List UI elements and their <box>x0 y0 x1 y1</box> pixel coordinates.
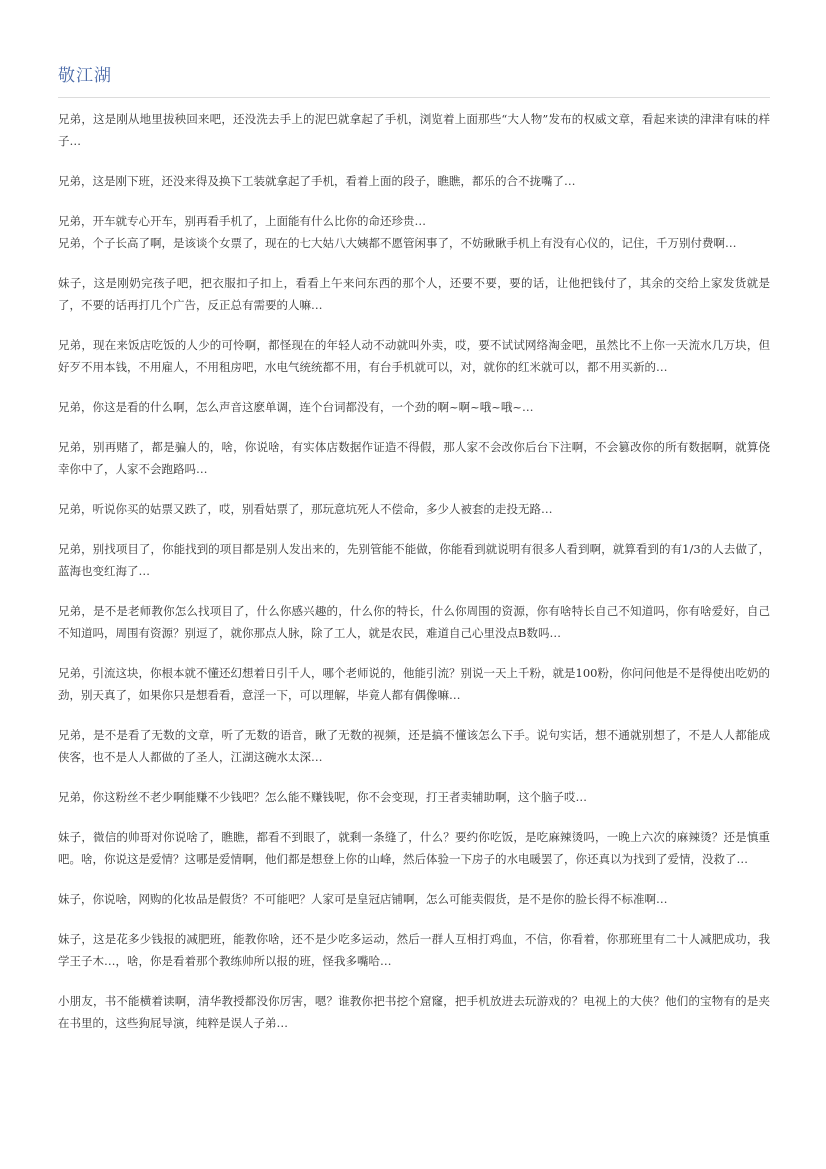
document-title: 敬江湖 <box>58 66 112 86</box>
document-body <box>58 108 770 1052</box>
paragraph-line: 兄弟，这是刚下班，还没来得及换下工装就拿起了手机，看着上面的段子，瞧瞧，都乐的合不拢嘴了… <box>58 174 576 188</box>
paragraph-line: 兄弟，听说你买的姑票又跌了，哎，别看姑票了，那玩意坑死人不偿命，多少人被套的走投无路… <box>58 502 553 516</box>
paragraph <box>58 888 770 910</box>
paragraph-line: 妹子，你说啥，网购的化妆品是假货？不可能吧？人家可是皇冠店铺啊，怎么可能卖假货，是不是你的脸长得不标准啊… <box>58 892 668 906</box>
paragraph-line: 妹子，微信的帅哥对你说啥了，瞧瞧，都看不到眼了，就剩一条缝了，什么？要约你吃饭，是吃麻辣烫吗，一晚上六次的麻辣烫？还是慎重吧。啥，你说这是爱情？这哪是爱情啊，他们都是想登上你的山峰，然后体验一下房子的水电暖罢了，你还真以为找到了爱情，没救了… <box>58 830 770 866</box>
paragraph-line: 兄弟，别再赌了，都是骗人的，啥，你说啥，有实体店数据作证造不得假，那人家不会改你后台下注啊，不会篡改你的所有数据啊，就算侥幸你中了，人家不会跑路吗… <box>58 440 770 476</box>
paragraph-line: 兄弟，别找项目了，你能找到的项目都是别人发出来的，先别管能不能做，你能看到就说明有很多人看到啊，就算看到的有1/3的人去做了，蓝海也变红海了… <box>58 542 770 578</box>
paragraph-line: 兄弟，开车就专心开车，别再看手机了，上面能有什么比你的命还珍贵… <box>58 214 426 228</box>
paragraph-line: 妹子，这是刚奶完孩子吧，把衣服扣子扣上，看看上午来问东西的那个人，还要不要，要的话，让他把钱付了，其余的交给上家发货就是了，不要的话再打几个广告，反正总有需要的人嘛… <box>58 276 770 312</box>
paragraph <box>58 990 770 1034</box>
paragraph <box>58 600 770 644</box>
paragraph-line: 妹子，这是花多少钱报的减肥班，能教你啥，还不是少吃多运动，然后一群人互相打鸡血，不信，你看着，你那班里有二十人减肥成功，我学王子木…，啥，你是看着那个教练帅所以报的班，怪我多嘴哈… <box>58 932 770 968</box>
paragraph-line: 兄弟，你这粉丝不老少啊能赚不少钱吧？怎么能不赚钱呢，你不会变现，打王者卖辅助啊，这个脑子哎… <box>58 790 587 804</box>
paragraph-line: 兄弟，是不是老师教你怎么找项目了，什么你感兴趣的，什么你的特长，什么你周围的资源，你有啥特长自己不知道吗，你有啥爱好，自己不知道吗，周围有资源？别逗了，就你那点人脉，除了工人，就是农民，难道自己心里没点B数吗… <box>58 604 770 640</box>
paragraph <box>58 826 770 870</box>
paragraph-line: 兄弟，你这是看的什么啊，怎么声音这麽单调，连个台词都没有，一个劲的啊~啊~哦~哦~… <box>58 400 534 414</box>
paragraph <box>58 272 770 316</box>
title-divider <box>58 97 770 98</box>
paragraph <box>58 436 770 480</box>
paragraph <box>58 928 770 972</box>
paragraph <box>58 498 770 520</box>
paragraph <box>58 396 770 418</box>
paragraph-line: 小朋友，书不能横着读啊，清华教授都没你厉害，嗯？谁教你把书挖个窟窿，把手机放进去玩游戏的？电视上的大侠？他们的宝物有的是夹在书里的，这些狗屁导演，纯粹是误人子弟… <box>58 994 770 1030</box>
paragraph <box>58 786 770 808</box>
paragraph <box>58 108 770 152</box>
paragraph <box>58 334 770 378</box>
paragraph <box>58 170 770 192</box>
paragraph-line: 兄弟，是不是看了无数的文章，听了无数的语音，瞅了无数的视频，还是搞不懂该怎么下手。说句实话，想不通就别想了，不是人人都能成侠客，也不是人人都做的了圣人，江湖这碗水太深… <box>58 728 770 764</box>
paragraph-line: 兄弟，这是刚从地里拔秧回来吧，还没洗去手上的泥巴就拿起了手机，浏览着上面那些“大人物”发布的权威文章，看起来读的津津有味的样子… <box>58 112 770 148</box>
paragraph-line: 兄弟，个子长高了啊，是该谈个女票了，现在的七大姑八大姨都不愿管闲事了，不妨瞅瞅手机上有没有心仪的，记住，千万别付费啊… <box>58 236 737 250</box>
paragraph <box>58 662 770 706</box>
paragraph-line: 兄弟，现在来饭店吃饭的人少的可怜啊，都怪现在的年轻人动不动就叫外卖，哎，要不试试网络淘金吧，虽然比不上你一天流水几万块，但好歹不用本钱，不用雇人，不用租房吧，水电气统统都不用，有台手机就可以，对，就你的红米就可以，都不用买新的… <box>58 338 770 374</box>
paragraph <box>58 210 770 254</box>
paragraph <box>58 538 770 582</box>
paragraph-line: 兄弟，引流这块，你根本就不懂还幻想着日引千人，哪个老师说的，他能引流？别说一天上千粉，就是100粉，你问问他是不是得使出吃奶的劲，别天真了，如果你只是想看看，意淫一下，可以理解，毕竟人都有偶像嘛… <box>58 666 770 702</box>
paragraph <box>58 724 770 768</box>
